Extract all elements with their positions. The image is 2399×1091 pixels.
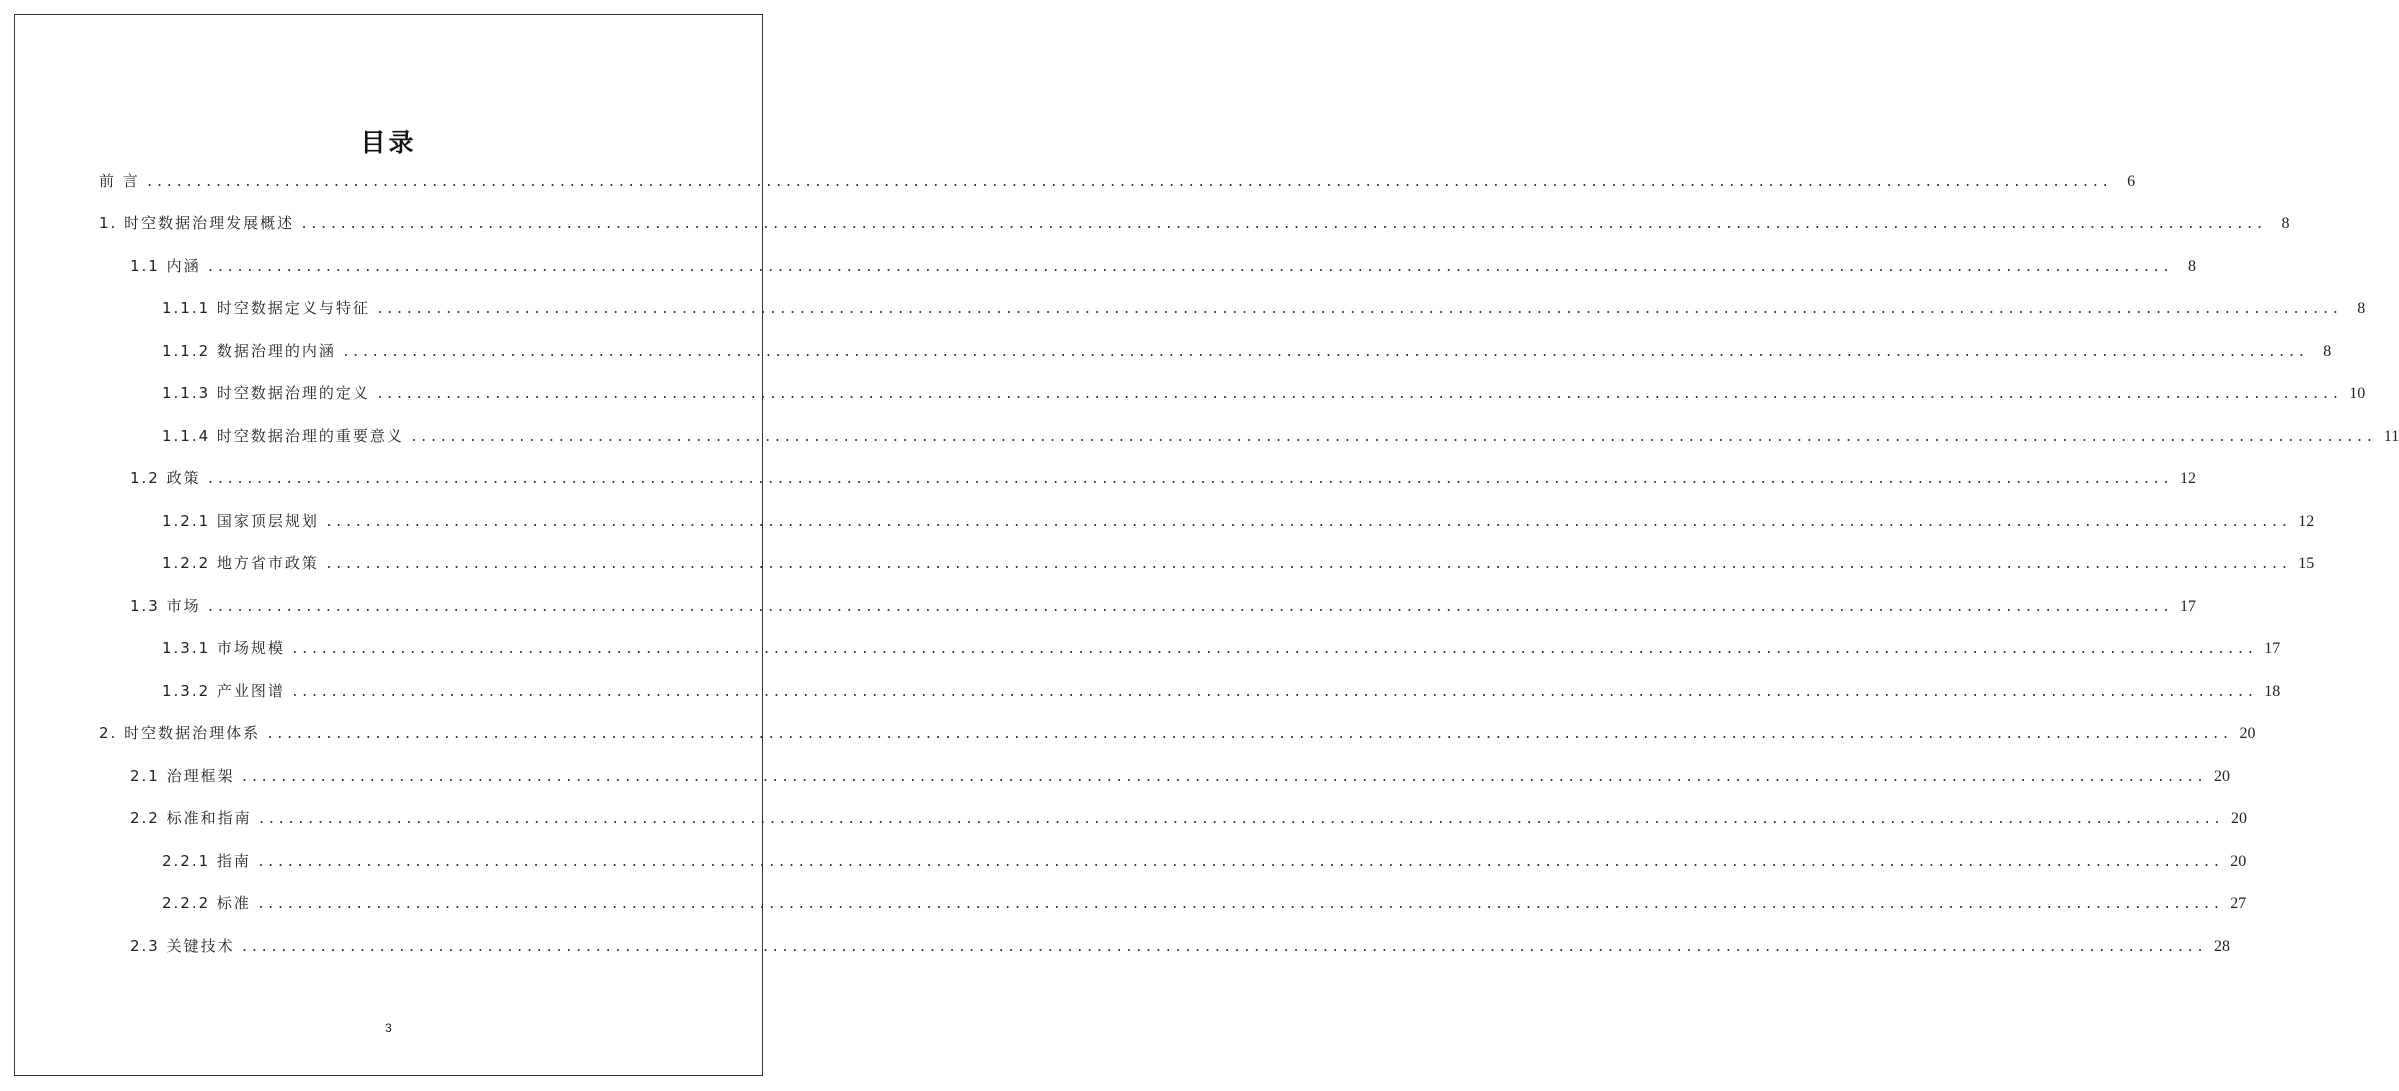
- toc-entry-label: 1.3.1 市场规模: [162, 639, 285, 657]
- toc-entry[interactable]: [162, 382, 2366, 404]
- toc-entry-page: 11: [2383, 428, 2399, 445]
- toc-entry-page: 8: [2357, 300, 2366, 317]
- toc-entry-label: 2. 时空数据治理体系: [99, 724, 261, 742]
- page-title: 目录: [360, 128, 417, 157]
- toc-entry-label: 1.2.1 国家顶层规划: [162, 512, 319, 530]
- toc-leader-dots: ........................................................................................................................................................................................................: [375, 387, 2342, 402]
- toc-entry-page: 12: [2179, 470, 2196, 487]
- toc-leader-dots: ........................................................................................................................................................................................................: [324, 515, 2291, 530]
- toc-entry[interactable]: [162, 680, 2281, 702]
- toc-entry-label: 2.2.2 标准: [162, 894, 251, 912]
- toc-entry[interactable]: [99, 212, 2290, 234]
- toc-entry[interactable]: [130, 935, 2230, 957]
- toc-entry-page: 8: [2323, 343, 2332, 360]
- toc-entry-page: 10: [2349, 385, 2366, 402]
- toc-entry-label: 1.2 政策: [130, 469, 201, 487]
- toc-entry[interactable]: [130, 467, 2196, 489]
- toc-entry-label: 1.1 内涵: [130, 257, 201, 275]
- toc-entry[interactable]: [130, 595, 2196, 617]
- toc-entry-label: 2.2 标准和指南: [130, 809, 252, 827]
- toc-entry-label: 1.1.1 时空数据定义与特征: [162, 299, 370, 317]
- toc-entry-page: 8: [2187, 258, 2196, 275]
- toc-entry-page: 20: [2230, 853, 2247, 870]
- toc-entry[interactable]: [162, 425, 2399, 447]
- toc-leader-dots: ........................................................................................................................................................................................................: [300, 217, 2266, 232]
- toc-entry[interactable]: [99, 170, 2136, 192]
- toc-leader-dots: ........................................................................................................................................................................................................: [206, 260, 2172, 275]
- toc-entry-label: 1. 时空数据治理发展概述: [99, 214, 295, 232]
- toc-leader-dots: ........................................................................................................................................................................................................: [257, 812, 2223, 827]
- toc-leader-dots: ........................................................................................................................................................................................................: [256, 855, 2223, 870]
- toc-entry-page: 20: [2213, 768, 2230, 785]
- toc-entry-label: 2.3 关键技术: [130, 937, 235, 955]
- toc-entry-page: 28: [2213, 938, 2230, 955]
- toc-entry-label: 1.3 市场: [130, 597, 201, 615]
- toc-entry[interactable]: [130, 765, 2230, 787]
- toc-leader-dots: ........................................................................................................................................................................................................: [290, 685, 2257, 700]
- toc-entry-label: 1.1.3 时空数据治理的定义: [162, 384, 370, 402]
- toc-entry[interactable]: [130, 807, 2247, 829]
- toc-leader-dots: ........................................................................................................................................................................................................: [409, 430, 2376, 445]
- toc-leader-dots: ........................................................................................................................................................................................................: [206, 600, 2172, 615]
- toc-leader-dots: ........................................................................................................................................................................................................: [290, 642, 2257, 657]
- toc-entry-page: 18: [2264, 683, 2281, 700]
- toc-leader-dots: ........................................................................................................................................................................................................: [341, 345, 2308, 360]
- toc-entry-label: 1.3.2 产业图谱: [162, 682, 285, 700]
- toc-entry[interactable]: [162, 552, 2315, 574]
- toc-entry[interactable]: [162, 297, 2366, 319]
- toc-entry[interactable]: [99, 722, 2256, 744]
- toc-leader-dots: ........................................................................................................................................................................................................: [145, 175, 2112, 190]
- toc-leader-dots: ........................................................................................................................................................................................................: [375, 302, 2342, 317]
- toc-leader-dots: ........................................................................................................................................................................................................: [324, 557, 2291, 572]
- toc-leader-dots: ........................................................................................................................................................................................................: [240, 770, 2206, 785]
- toc-entry-page: 20: [2230, 810, 2247, 827]
- toc-entry-label: 2.2.1 指南: [162, 852, 251, 870]
- toc-entry[interactable]: [162, 510, 2315, 532]
- document-page: [14, 14, 2399, 1076]
- toc-entry[interactable]: [162, 892, 2247, 914]
- toc-entry-page: 27: [2230, 895, 2247, 912]
- toc-entry-label: 1.1.4 时空数据治理的重要意义: [162, 427, 404, 445]
- toc-leader-dots: ........................................................................................................................................................................................................: [206, 472, 2172, 487]
- toc-entry[interactable]: [162, 637, 2281, 659]
- toc-entry-page: 8: [2281, 215, 2290, 232]
- toc-entry-page: 6: [2127, 173, 2136, 190]
- toc-leader-dots: ........................................................................................................................................................................................................: [240, 940, 2206, 955]
- toc-entry-label: 1.1.2 数据治理的内涵: [162, 342, 336, 360]
- toc-entry-label: 2.1 治理框架: [130, 767, 235, 785]
- toc-entry[interactable]: [162, 850, 2247, 872]
- toc-entry-page: 17: [2179, 598, 2196, 615]
- toc-entry-page: 15: [2298, 555, 2315, 572]
- toc-leader-dots: ........................................................................................................................................................................................................: [256, 897, 2223, 912]
- toc-entry-page: 12: [2298, 513, 2315, 530]
- toc-entry[interactable]: [130, 255, 2196, 277]
- toc-leader-dots: ........................................................................................................................................................................................................: [266, 727, 2232, 742]
- toc-entry-page: 17: [2264, 640, 2281, 657]
- page-number: 3: [385, 1021, 392, 1035]
- toc-entry-label: 前 言: [99, 172, 140, 190]
- toc-entry[interactable]: [162, 340, 2332, 362]
- toc-entry-label: 1.2.2 地方省市政策: [162, 554, 319, 572]
- toc-entry-page: 20: [2239, 725, 2256, 742]
